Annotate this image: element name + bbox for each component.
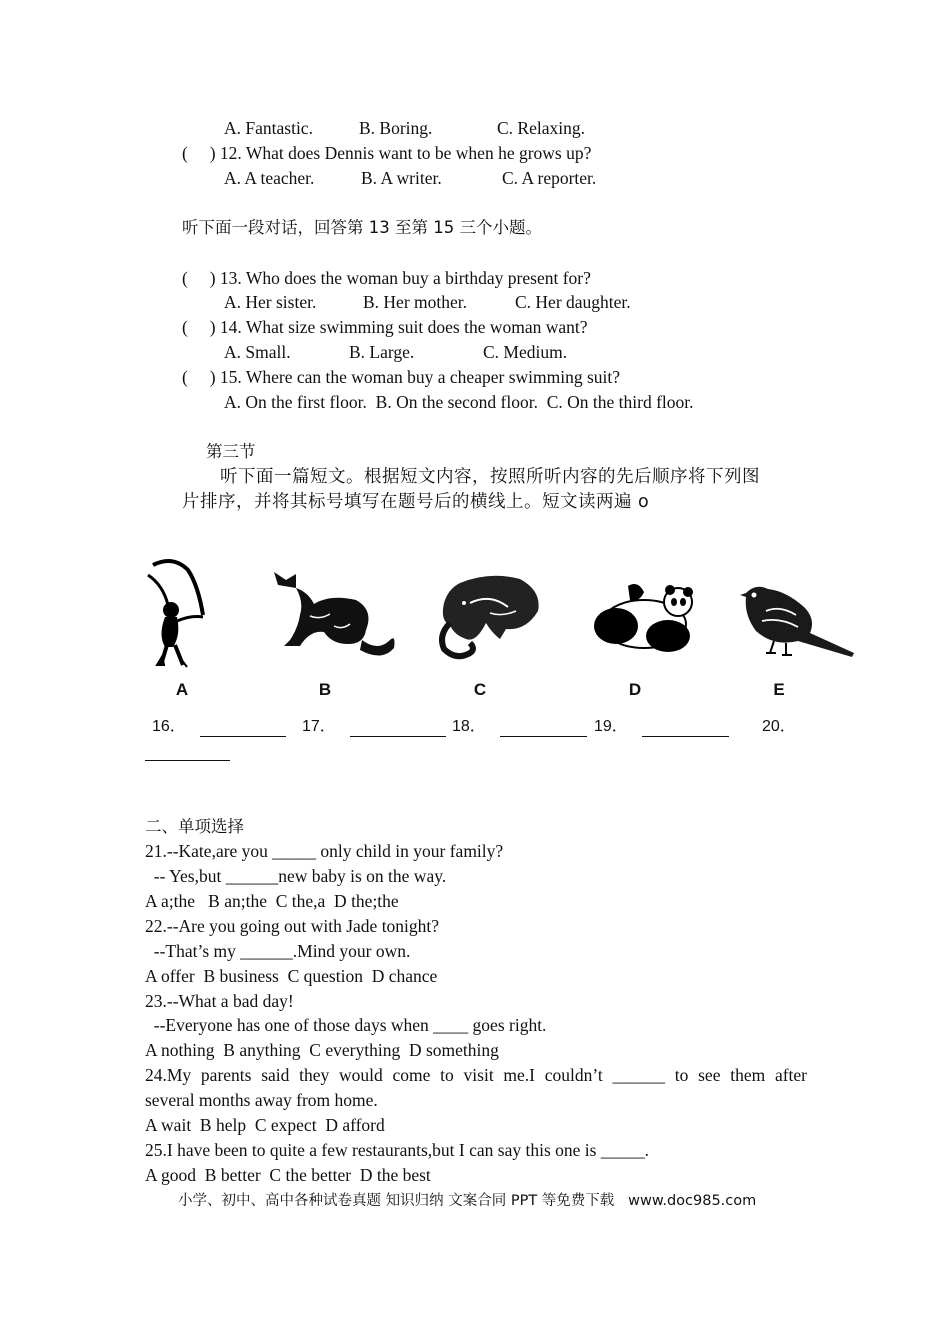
answer-bracket[interactable]: ( ) xyxy=(182,143,220,163)
q13-text: 13. Who does the woman buy a birthday present for? xyxy=(219,268,591,288)
answer-line-20[interactable] xyxy=(145,744,230,761)
q11-option-a: A. Fantastic. xyxy=(224,118,313,138)
picture-a xyxy=(143,555,218,675)
q23-response: --Everyone has one of those days when ____ goes right. xyxy=(145,1015,547,1035)
q21-options: A a;the B an;the C the,a D the;the xyxy=(145,891,399,911)
q14-options xyxy=(0,340,950,364)
q11-options xyxy=(0,116,950,140)
page-footer: 小学、初中、高中各种试卷真题 知识归纳 文案合同 PPT 等免费下载 www.doc985.com xyxy=(178,1193,757,1209)
elephant-icon xyxy=(430,573,545,663)
q22-question: 22.--Are you going out with Jade tonight? xyxy=(145,916,440,936)
q11-option-b: B. Boring. xyxy=(359,118,433,138)
answer-bracket[interactable]: ( ) xyxy=(182,317,220,337)
q12-question xyxy=(182,141,591,165)
blank-19 xyxy=(594,716,628,738)
q14-option-a: A. Small. xyxy=(224,342,291,362)
panda-icon xyxy=(588,578,703,658)
blank-17 xyxy=(302,716,336,738)
q22-options: A offer B business C question D chance xyxy=(145,966,438,986)
picture-b xyxy=(270,570,400,665)
q14-option-c: C. Medium. xyxy=(483,342,568,362)
q13-option-b: B. Her mother. xyxy=(363,292,468,312)
picture-label-d: D xyxy=(628,680,642,699)
q21-question: 21.--Kate,are you _____ only child in your family? xyxy=(145,841,504,861)
q24-question-line1: 24.My parents said they would come to visit me.I couldn’t ______ to see them after xyxy=(145,1065,807,1085)
q12-option-b: B. A writer. xyxy=(361,168,442,188)
q14-text: 14. What size swimming suit does the woman want? xyxy=(219,317,588,337)
q13-options xyxy=(0,290,950,314)
blank-number: 19． xyxy=(594,718,628,735)
part2-heading: 二、单项选择 xyxy=(145,817,244,836)
picture-e xyxy=(740,575,858,665)
q13-option-a: A. Her sister. xyxy=(224,292,317,312)
instruction-13-15: 听下面一段对话，回答第 13 至第 15 三个小题。 xyxy=(182,218,542,237)
picture-label-e: E xyxy=(773,680,785,699)
blank-number: 16． xyxy=(152,718,186,735)
q12-options xyxy=(0,166,950,190)
answer-line-17[interactable] xyxy=(350,720,446,737)
q24-question-line2: several months away from home. xyxy=(145,1090,378,1110)
picture-label-a: A xyxy=(175,680,189,699)
q13-question xyxy=(182,266,591,290)
answer-bracket[interactable]: ( ) xyxy=(182,367,220,387)
q15-text: 15. Where can the woman buy a cheaper swimming suit? xyxy=(219,367,621,387)
cat-icon xyxy=(270,570,400,660)
q13-option-c: C. Her daughter. xyxy=(515,292,631,312)
blank-number: 17． xyxy=(302,718,336,735)
q14-option-b: B. Large. xyxy=(349,342,415,362)
q25-question: 25.I have been to quite a few restaurants,but I can say this one is _____. xyxy=(145,1140,649,1160)
picture-d xyxy=(588,578,703,663)
section3-instruction-line1: 听下面一篇短文。根据短文内容，按照所听内容的先后顺序将下列图 xyxy=(220,467,760,487)
q23-question: 23.--What a bad day! xyxy=(145,991,294,1011)
blank-18 xyxy=(452,716,486,738)
section3-instruction-line2: 片排序，并将其标号填写在题号后的横线上。短文读两遍 o xyxy=(182,492,650,512)
monkey-icon xyxy=(143,555,218,670)
q11-option-c: C. Relaxing. xyxy=(497,118,585,138)
picture-label-b: B xyxy=(318,680,332,699)
q24-options: A wait B help C expect D afford xyxy=(145,1115,385,1135)
section3-heading: 第三节 xyxy=(206,442,256,461)
q25-options: A good B better C the better D the best xyxy=(145,1165,431,1185)
q21-response: -- Yes,but ______new baby is on the way. xyxy=(145,866,447,886)
q12-option-a: A. A teacher. xyxy=(224,168,315,188)
q12-option-c: C. A reporter. xyxy=(502,168,597,188)
bird-icon xyxy=(740,575,858,660)
picture-c xyxy=(430,573,545,668)
blank-16 xyxy=(152,716,186,738)
answer-line-19[interactable] xyxy=(642,720,729,737)
blank-number: 20． xyxy=(762,718,796,735)
blank-number: 18． xyxy=(452,718,486,735)
q12-text: 12. What does Dennis want to be when he grows up? xyxy=(219,143,592,163)
q14-question xyxy=(182,315,588,339)
q22-response: --That’s my ______.Mind your own. xyxy=(145,941,411,961)
q15-options: A. On the first floor. B. On the second floor. C. On the third floor. xyxy=(224,392,694,412)
picture-label-c: C xyxy=(473,680,487,699)
q15-question xyxy=(182,365,620,389)
answer-bracket[interactable]: ( ) xyxy=(182,268,220,288)
q23-options: A nothing B anything C everything D something xyxy=(145,1040,499,1060)
blank-20 xyxy=(762,716,796,738)
answer-line-18[interactable] xyxy=(500,720,587,737)
answer-line-16[interactable] xyxy=(200,720,286,737)
